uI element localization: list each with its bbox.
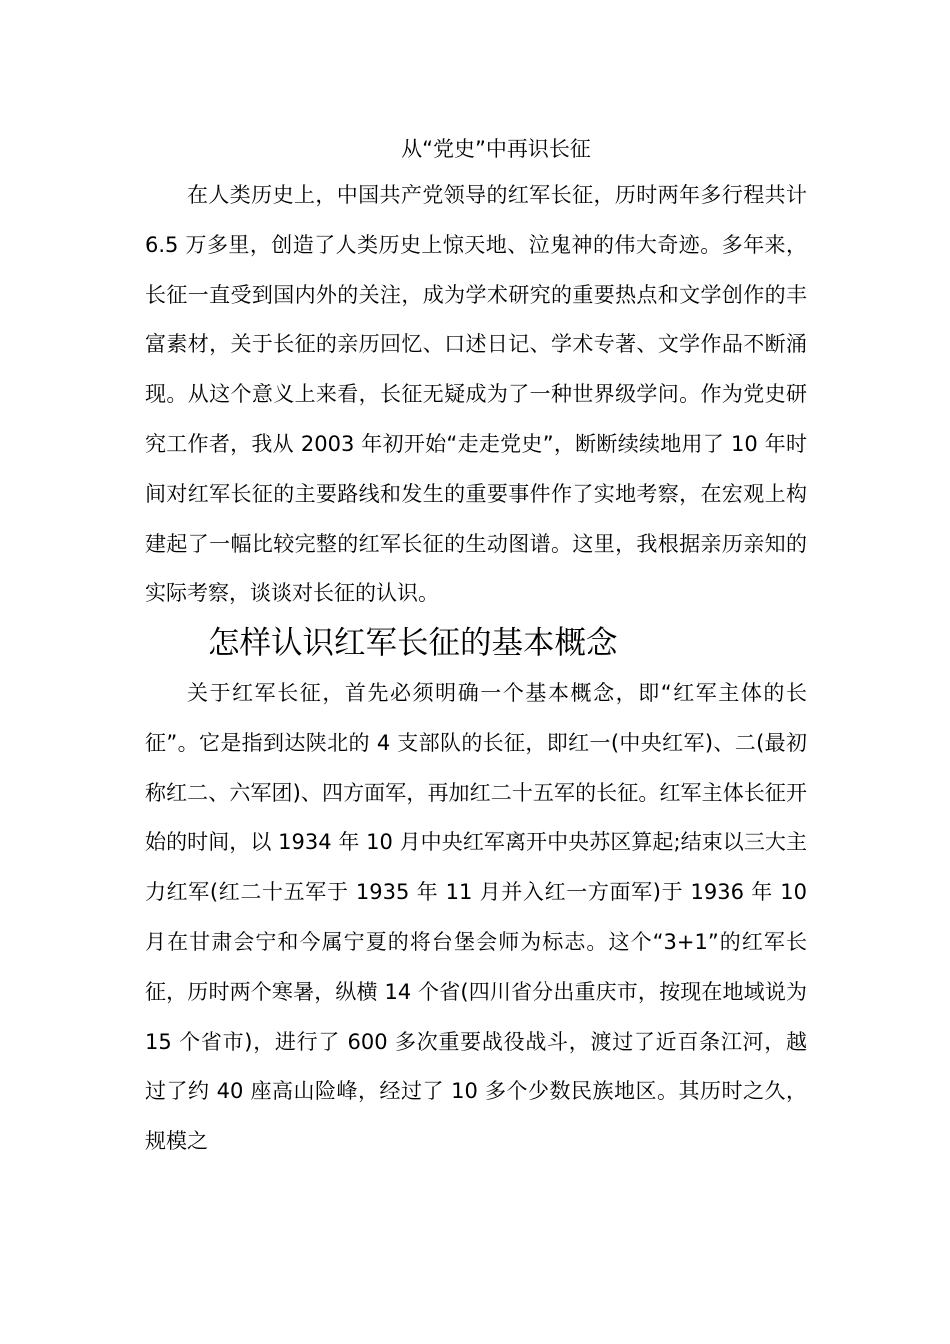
document-body (145, 127, 807, 1167)
section-heading: 怎样认识红军长征的基本概念 (208, 625, 618, 662)
document-title: 从“党史”中再识长征 (401, 137, 591, 161)
section-paragraph: 关于红军长征，首先必须明确一个基本概念，即“红军主体的长征”。它是指到达陕北的 4 支部队的长征，即红一(中央红军)、二(最初称红二、六军团)、四方面军，再加红二十五军的长征。红军主体长征开始的时间，以 1934 年 10 月中央红军离开中央苏区算起;结束以三大主力红军(红二十五军于 1935 年 11 月并入红一方面军)于 1936 年 10 月在甘肃会宁和今属宁夏的将台堡会师为标志。这个“3+1”的红军长征，历时两个寒暑，纵横 14 个省(四川省分出重庆市，按现在地域说为 15 个省市)，进行了 600 多次重要战役战斗，渡过了近百条江河，越过了约 40 座高山险峰，经过了 10 多个少数民族地区。其历时之久，规模之 (145, 680, 807, 1154)
intro-paragraph: 在人类历史上，中国共产党领导的红军长征，历时两年多行程共计 6.5 万多里，创造了人类历史上惊天地、泣鬼神的伟大奇迹。多年来，长征一直受到国内外的关注，成为学术研究的重要热点和文学创作的丰富素材，关于长征的亲历回忆、口述日记、学术专著、文学作品不断涌现。从这个意义上来看，长征无疑成为了一种世界级学问。作为党史研究工作者，我从 2003 年初开始“走走党史”，断断续续地用了 10 年时间对红军长征的主要路线和发生的重要事件作了实地考察，在宏观上构建起了一幅比较完整的红军长征的生动图谱。这里，我根据亲历亲知的实际考察，谈谈对长征的认识。 (145, 183, 807, 606)
